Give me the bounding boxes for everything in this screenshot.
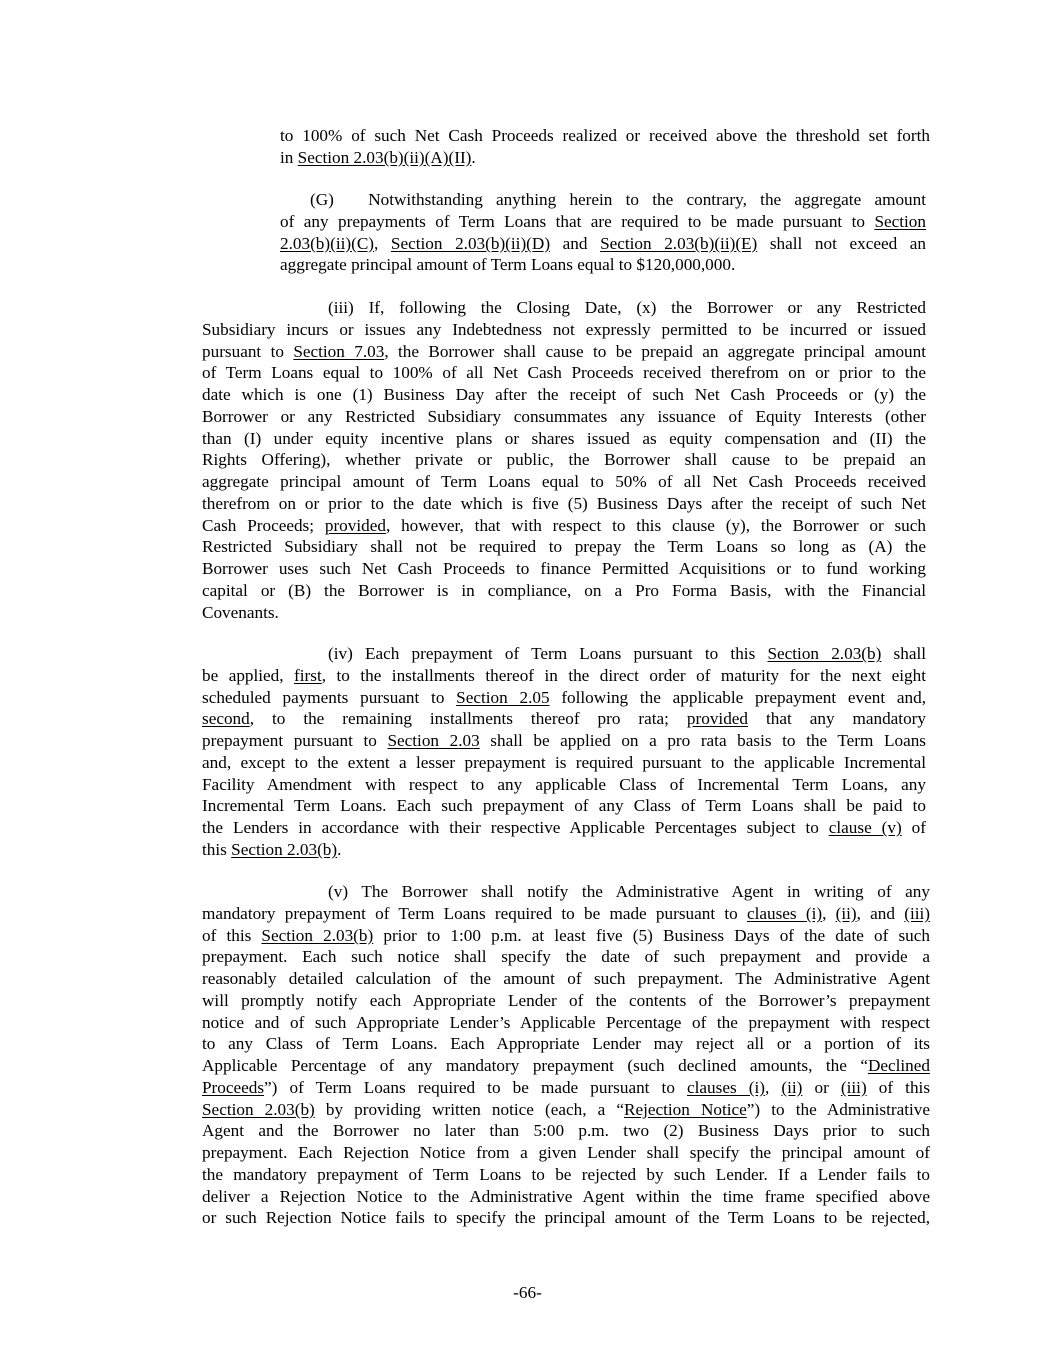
defined-term: second <box>202 709 250 729</box>
cross-reference: Section 2.03(b) <box>261 925 374 945</box>
cross-reference: Section 2.03(b)(ii)(A)(II) <box>297 147 472 167</box>
defined-term: Declined <box>867 1056 930 1075</box>
text-line: prepayment. Each Rejection Notice from a given Lender shall specify the principal amount of <box>202 1143 930 1162</box>
text-line: second, to the remaining installments thereof pro rata; provided that any mandatory <box>202 709 926 729</box>
text-line: of any prepayments of Term Loans that are required to be made pursuant to Section <box>280 211 926 231</box>
text-line: Covenants. <box>202 602 279 622</box>
paragraph-f-continuation <box>280 125 930 169</box>
defined-term: provided <box>686 709 749 729</box>
text-line: capital or (B) the Borrower is in compliance, on a Pro Forma Basis, with the Financial <box>202 580 926 600</box>
cross-reference: Section 2.05 <box>456 687 550 707</box>
cross-reference: (ii) <box>835 903 857 923</box>
text-line: prepayment pursuant to Section 2.03 shall be applied on a pro rata basis to the Term Loans <box>202 731 926 750</box>
text-line: mandatory prepayment of Term Loans required to be made pursuant to clauses (i), (ii), and (iii) <box>202 903 931 923</box>
text-line: be applied, first, to the installments thereof in the direct order of maturity for the next eight <box>202 665 926 685</box>
text-line: or such Rejection Notice fails to specify the principal amount of the Term Loans to be rejected, <box>202 1208 930 1228</box>
cross-reference: Section 2.03(b)(ii)(E) <box>600 233 758 253</box>
text-line: aggregate principal amount of Term Loans equal to 50% of all Net Cash Proceeds received <box>202 472 926 491</box>
text-line: the Lenders in accordance with their respective Applicable Percentages subject to clause (v) of <box>202 818 926 837</box>
text-line: deliver a Rejection Notice to the Administrative Agent within the time frame specified above <box>202 1186 930 1206</box>
text-line: Agent and the Borrower no later than 5:00 p.m. two (2) Business Days prior to such <box>202 1121 930 1141</box>
cross-reference: (iii) <box>840 1077 867 1097</box>
paragraph-iii <box>202 297 926 623</box>
cross-reference: Section <box>874 211 926 231</box>
defined-term: Rejection Notice <box>623 1099 747 1119</box>
cross-reference: Section 2.03(b)(ii)(D) <box>390 233 551 253</box>
cross-reference: (iii) <box>904 903 931 923</box>
cross-reference: clauses (i) <box>687 1077 765 1097</box>
text-line: (v) The Borrower shall notify the Administrative Agent in writing of any <box>328 882 930 901</box>
text-line: to any Class of Term Loans. Each Appropriate Lender may reject all or a portion of its <box>202 1034 930 1054</box>
cross-reference: Section 7.03 <box>293 341 385 361</box>
text-line: Borrower or any Restricted Subsidiary consummates any issuance of Equity Interests (other <box>202 406 926 426</box>
defined-term: Proceeds <box>202 1077 265 1097</box>
text-line: Facility Amendment with respect to any applicable Class of Incremental Term Loans, any <box>202 774 926 794</box>
text-line: pursuant to Section 7.03, the Borrower shall cause to be prepaid an aggregate principal amount <box>202 341 927 361</box>
text-line: prepayment. Each such notice shall specify the date of such prepayment and provide a <box>202 947 930 967</box>
paragraph-g <box>280 189 926 276</box>
text-line: to 100% of such Net Cash Proceeds realized or received above the threshold set forth <box>280 126 930 145</box>
text-line: the mandatory prepayment of Term Loans to be rejected by such Lender. If a Lender fails to <box>202 1164 930 1184</box>
cross-reference: clause (v) <box>828 818 902 837</box>
text-line: Proceeds”) of Term Loans required to be made pursuant to clauses (i), (ii) or (iii) of this <box>202 1077 931 1097</box>
text-line: and, except to the extent a lesser prepayment is required pursuant to the applicable Incremental <box>202 752 926 772</box>
cross-reference: 2.03(b)(ii)(C) <box>280 233 375 253</box>
text-line: 2.03(b)(ii)(C), Section 2.03(b)(ii)(D) and Section 2.03(b)(ii)(E) shall not exceed an <box>280 233 926 253</box>
text-line: (iii) If, following the Closing Date, (x) the Borrower or any Restricted <box>328 298 926 317</box>
cross-reference: (ii) <box>781 1077 803 1097</box>
text-line: Rights Offering), whether private or public, the Borrower shall cause to be prepaid an <box>202 450 926 470</box>
text-line: (iv) Each prepayment of Term Loans pursuant to this Section 2.03(b) shall <box>328 644 926 663</box>
text-line: Incremental Term Loans. Each such prepayment of any Class of Term Loans shall be paid to <box>202 796 926 816</box>
text-line: (G) Notwithstanding anything herein to the contrary, the aggregate amount <box>310 190 926 209</box>
text-line: aggregate principal amount of Term Loans equal to $120,000,000. <box>280 255 736 275</box>
text-line: Cash Proceeds; provided, however, that with respect to this clause (y), the Borrower or such <box>202 515 926 535</box>
defined-term: first <box>294 665 322 685</box>
text-line: therefrom on or prior to the date which is five (5) Business Days after the receipt of such Net <box>202 493 926 513</box>
cross-reference: Section 2.03(b) <box>767 644 882 663</box>
text-line: Applicable Percentage of any mandatory prepayment (such declined amounts, the “Declined <box>202 1056 930 1075</box>
paragraph-v <box>202 881 930 1229</box>
text-line: this Section 2.03(b). <box>202 839 342 859</box>
text-line: will promptly notify each Appropriate Lender of the contents of the Borrower’s prepayment <box>202 990 930 1010</box>
cross-reference: Section 2.03(b) <box>202 1099 315 1119</box>
cross-reference: Section 2.03(b) <box>231 839 338 859</box>
text-line: date which is one (1) Business Day after the receipt of such Net Cash Proceeds or (y) the <box>202 385 926 404</box>
text-line: Section 2.03(b) by providing written notice (each, a “Rejection Notice”) to the Administrative <box>202 1099 930 1119</box>
text-line: Borrower uses such Net Cash Proceeds to finance Permitted Acquisitions or to fund working <box>202 559 926 578</box>
text-line: of Term Loans equal to 100% of all Net Cash Proceeds received therefrom on or prior to the <box>202 363 926 383</box>
defined-term: provided <box>324 515 386 535</box>
cross-reference: Section 2.03 <box>387 731 480 750</box>
text-line: Subsidiary incurs or issues any Indebtedness not expressly permitted to be incurred or issued <box>202 319 926 339</box>
text-line: Restricted Subsidiary shall not be required to prepay the Term Loans so long as (A) the <box>202 537 926 557</box>
text-line: reasonably detailed calculation of the amount of such prepayment. The Administrative Agent <box>202 969 930 988</box>
cross-reference: clauses (i) <box>746 903 823 923</box>
text-line: scheduled payments pursuant to Section 2.05 following the applicable prepayment event and, <box>202 687 926 707</box>
text-line: of this Section 2.03(b) prior to 1:00 p.m. at least five (5) Business Days of the date of such <box>202 925 930 945</box>
page-number: -66- <box>513 1283 542 1302</box>
text-line: in Section 2.03(b)(ii)(A)(II). <box>280 147 476 167</box>
text-line: notice and of such Appropriate Lender’s Applicable Percentage of the prepayment with respect <box>202 1012 930 1032</box>
paragraph-iv <box>202 643 926 861</box>
text-line: than (I) under equity incentive plans or shares issued as equity compensation and (II) the <box>202 428 926 448</box>
